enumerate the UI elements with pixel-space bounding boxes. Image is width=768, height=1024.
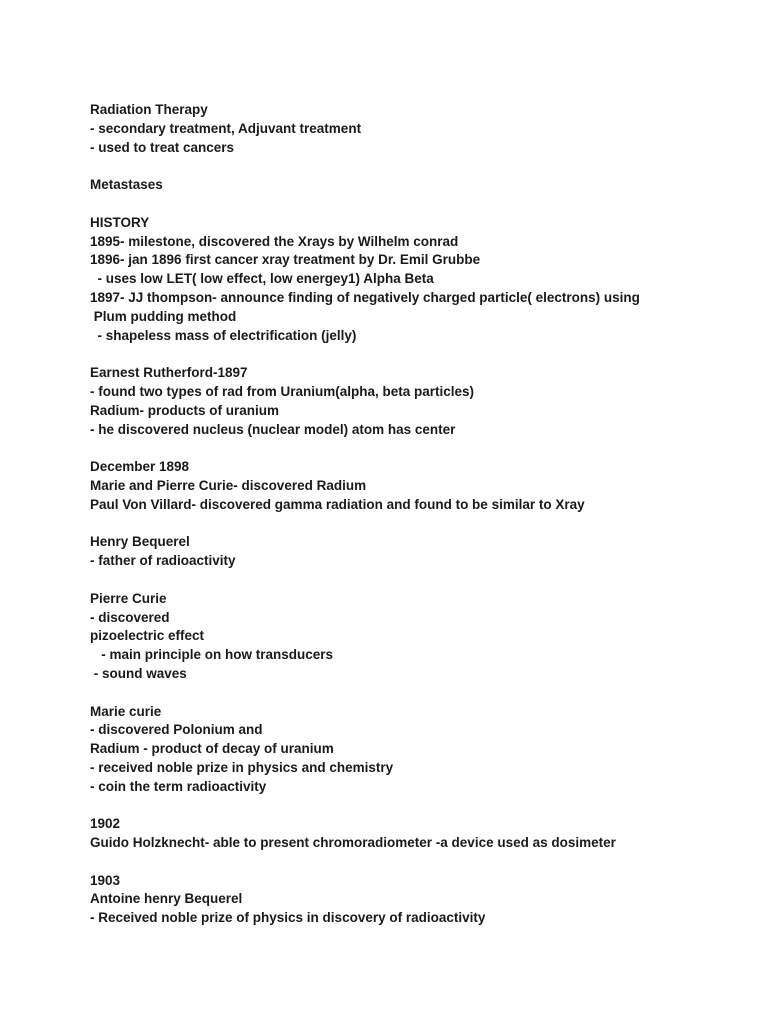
section-heading: 1903 [90, 872, 121, 888]
note-line: - received noble prize in physics and chemistry [90, 759, 394, 775]
paragraph-gap [90, 684, 750, 703]
note-line: Antoine henry Bequerel [90, 891, 243, 907]
note-line: Radium- products of uranium [90, 402, 279, 418]
section-1903 [90, 872, 750, 928]
note-line: - found two types of rad from Uranium(alpha, beta particles) [90, 383, 475, 399]
paragraph-gap [90, 195, 750, 214]
note-line: Guido Holzknecht- able to present chromoradiometer -a device used as dosimeter [90, 835, 616, 851]
section-radiation-therapy [90, 101, 750, 157]
section-heading: 1902 [90, 816, 121, 832]
note-line: - Received noble prize of physics in discovery of radioactivity [90, 910, 486, 926]
paragraph-gap [90, 345, 750, 364]
section-december-1898 [90, 458, 750, 514]
note-line: Plum pudding method [90, 308, 237, 324]
paragraph-gap [90, 157, 750, 176]
section-heading: Henry Bequerel [90, 534, 190, 550]
section-metastases [90, 176, 750, 195]
section-heading: Marie curie [90, 703, 162, 719]
note-line: - secondary treatment, Adjuvant treatment [90, 120, 362, 136]
paragraph-gap [90, 571, 750, 590]
note-line: Radium - product of decay of uranium [90, 741, 334, 757]
section-pierre-curie [90, 590, 750, 684]
paragraph-gap [90, 853, 750, 872]
note-line: - used to treat cancers [90, 139, 235, 155]
note-line: - main principle on how transducers [90, 647, 334, 663]
paragraph-gap [90, 796, 750, 815]
note-line: 1895- milestone, discovered the Xrays by Wilhelm conrad [90, 233, 459, 249]
section-heading: HISTORY [90, 214, 150, 230]
section-henry-bequerel [90, 533, 750, 571]
paragraph-gap [90, 515, 750, 534]
note-line: - he discovered nucleus (nuclear model) atom has center [90, 421, 456, 437]
note-line: - uses low LET( low effect, low energey1) Alpha Beta [90, 271, 434, 287]
note-line: - sound waves [90, 665, 187, 681]
notes-body [90, 101, 750, 928]
section-rutherford [90, 364, 750, 439]
note-line: - coin the term radioactivity [90, 778, 267, 794]
note-line: Marie and Pierre Curie- discovered Radium [90, 477, 367, 493]
note-line: pizoelectric effect [90, 628, 205, 644]
section-heading: Earnest Rutherford-1897 [90, 365, 248, 381]
section-heading: Radiation Therapy [90, 102, 208, 117]
paragraph-gap [90, 439, 750, 458]
note-line: - discovered Polonium and [90, 722, 263, 738]
section-heading: December 1898 [90, 459, 190, 475]
note-line: - shapeless mass of electrification (jelly) [90, 327, 357, 343]
note-line: - discovered [90, 609, 170, 625]
note-line: 1896- jan 1896 first cancer xray treatment by Dr. Emil Grubbe [90, 252, 481, 268]
section-history [90, 214, 750, 346]
section-heading: Pierre Curie [90, 590, 167, 606]
note-line: - father of radioactivity [90, 553, 236, 569]
section-heading: Metastases [90, 177, 163, 193]
section-1902 [90, 815, 750, 853]
note-line: Paul Von Villard- discovered gamma radiation and found to be similar to Xray [90, 496, 585, 512]
section-marie-curie [90, 703, 750, 797]
note-line: 1897- JJ thompson- announce finding of negatively charged particle( electrons) using [90, 289, 640, 305]
